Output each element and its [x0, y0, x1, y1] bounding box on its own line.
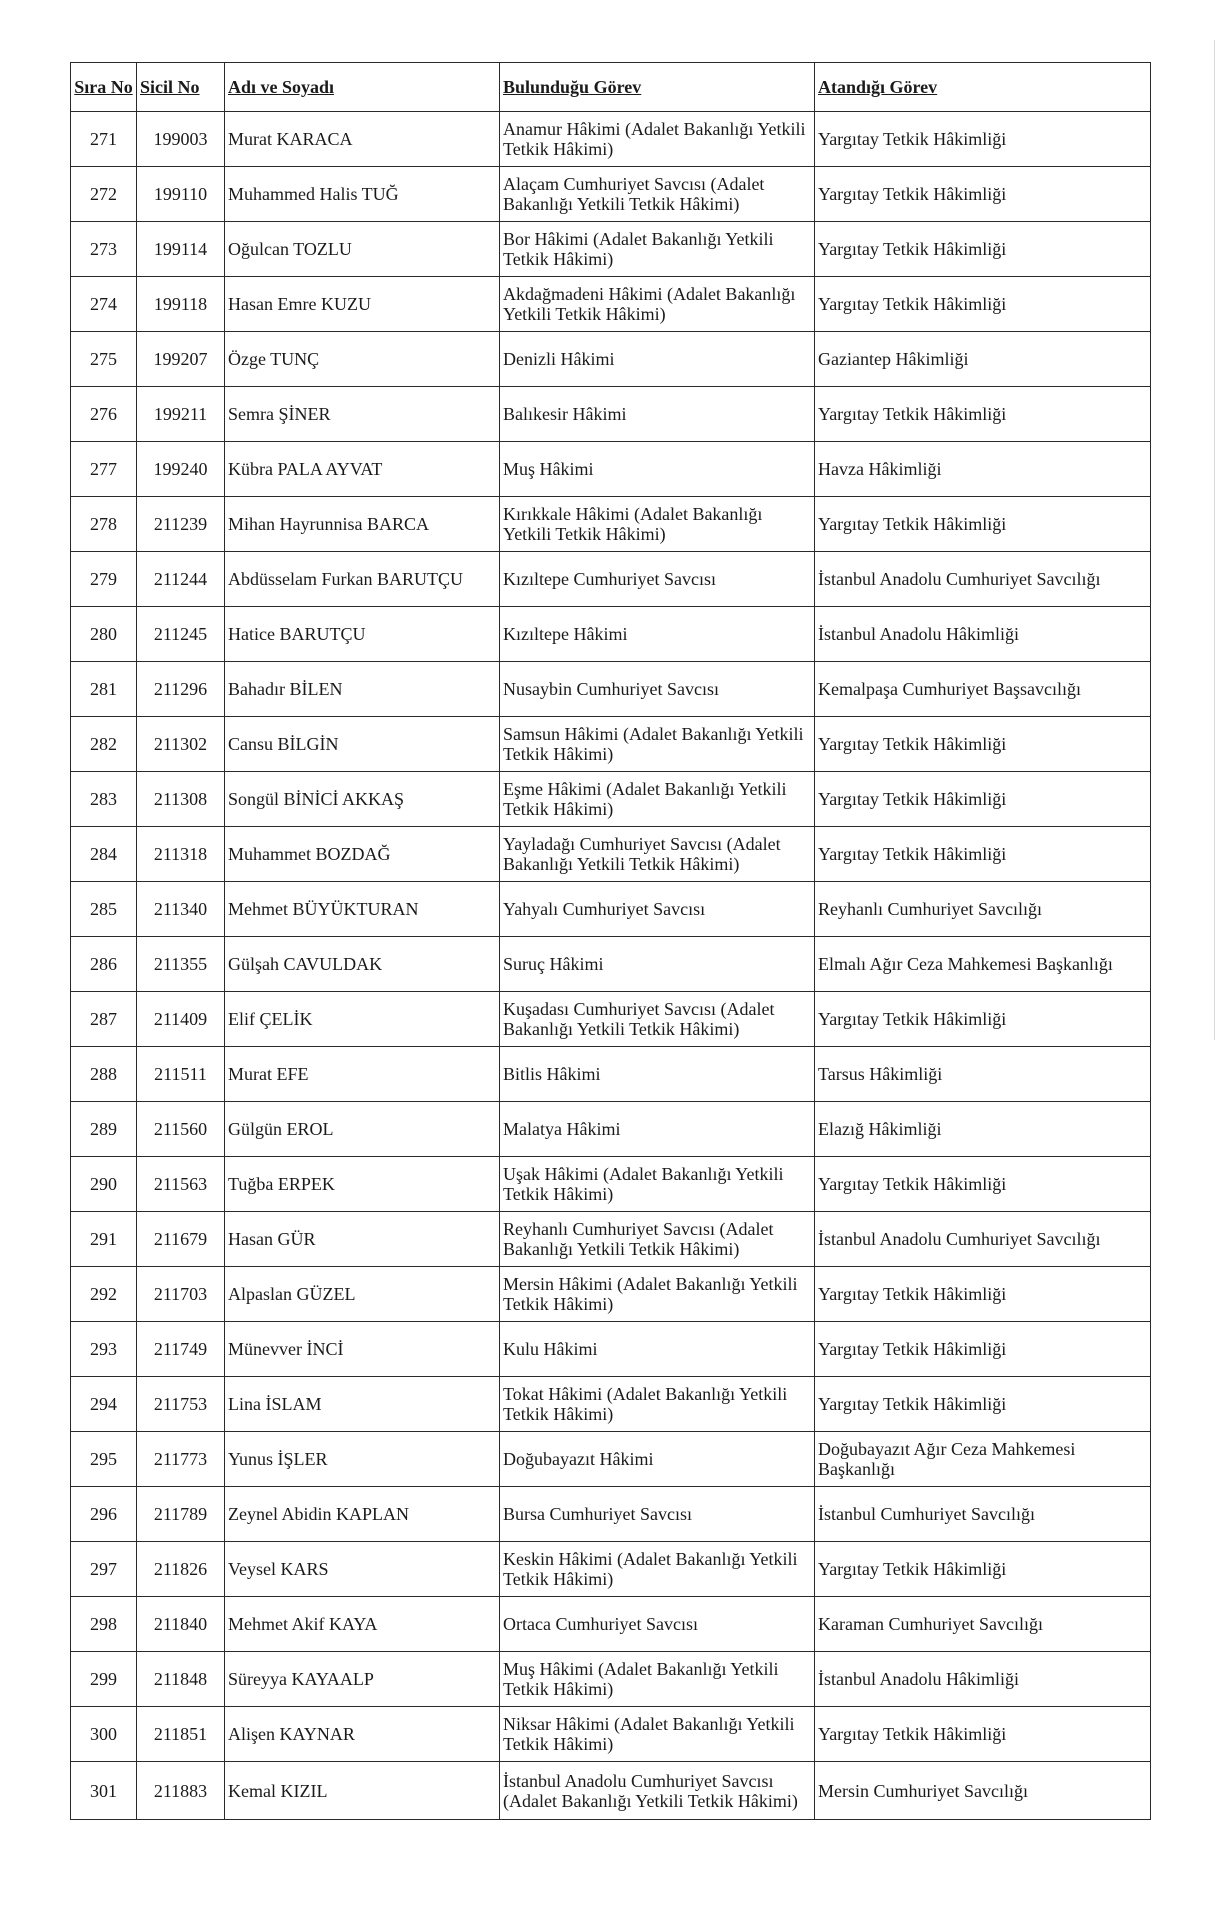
cell-bulundugu-gorev: Kızıltepe Cumhuriyet Savcısı — [500, 552, 815, 607]
cell-bulundugu-gorev: Kulu Hâkimi — [500, 1322, 815, 1377]
cell-sicil-no: 211239 — [137, 497, 225, 552]
cell-sira-no: 272 — [71, 167, 137, 222]
cell-adi-soyadi: Songül BİNİCİ AKKAŞ — [225, 772, 500, 827]
cell-sicil-no: 211308 — [137, 772, 225, 827]
cell-atandigi-gorev: Elazığ Hâkimliği — [815, 1102, 1151, 1157]
cell-sicil-no: 211563 — [137, 1157, 225, 1212]
table-row — [71, 1652, 1151, 1707]
cell-adi-soyadi: Kübra PALA AYVAT — [225, 442, 500, 497]
cell-sicil-no: 211409 — [137, 992, 225, 1047]
cell-atandigi-gorev: İstanbul Anadolu Hâkimliği — [815, 607, 1151, 662]
cell-bulundugu-gorev: Bursa Cumhuriyet Savcısı — [500, 1487, 815, 1542]
cell-atandigi-gorev: Tarsus Hâkimliği — [815, 1047, 1151, 1102]
cell-sira-no: 296 — [71, 1487, 137, 1542]
cell-atandigi-gorev: Yargıtay Tetkik Hâkimliği — [815, 112, 1151, 167]
cell-sira-no: 301 — [71, 1762, 137, 1820]
table-row — [71, 1212, 1151, 1267]
cell-sicil-no: 211302 — [137, 717, 225, 772]
cell-bulundugu-gorev: Muş Hâkimi — [500, 442, 815, 497]
cell-adi-soyadi: Abdüsselam Furkan BARUTÇU — [225, 552, 500, 607]
cell-bulundugu-gorev: Ortaca Cumhuriyet Savcısı — [500, 1597, 815, 1652]
cell-atandigi-gorev: Yargıtay Tetkik Hâkimliği — [815, 1322, 1151, 1377]
table-row — [71, 1267, 1151, 1322]
cell-bulundugu-gorev: İstanbul Anadolu Cumhuriyet Savcısı (Adalet Bakanlığı Yetkili Tetkik Hâkimi) — [500, 1762, 815, 1820]
cell-sicil-no: 211296 — [137, 662, 225, 717]
cell-sicil-no: 211840 — [137, 1597, 225, 1652]
table-row — [71, 882, 1151, 937]
table-row — [71, 992, 1151, 1047]
scan-margin-mark — [1214, 40, 1215, 1040]
cell-adi-soyadi: Tuğba ERPEK — [225, 1157, 500, 1212]
cell-sicil-no: 199003 — [137, 112, 225, 167]
cell-atandigi-gorev: Yargıtay Tetkik Hâkimliği — [815, 992, 1151, 1047]
cell-atandigi-gorev: Yargıtay Tetkik Hâkimliği — [815, 387, 1151, 442]
cell-adi-soyadi: Veysel KARS — [225, 1542, 500, 1597]
table-row — [71, 1542, 1151, 1597]
table-row — [71, 662, 1151, 717]
cell-sira-no: 278 — [71, 497, 137, 552]
cell-atandigi-gorev: Yargıtay Tetkik Hâkimliği — [815, 497, 1151, 552]
cell-bulundugu-gorev: Kızıltepe Hâkimi — [500, 607, 815, 662]
cell-sira-no: 293 — [71, 1322, 137, 1377]
table-row — [71, 222, 1151, 277]
cell-adi-soyadi: Yunus İŞLER — [225, 1432, 500, 1487]
cell-adi-soyadi: Mehmet Akif KAYA — [225, 1597, 500, 1652]
cell-atandigi-gorev: İstanbul Cumhuriyet Savcılığı — [815, 1487, 1151, 1542]
cell-sicil-no: 211511 — [137, 1047, 225, 1102]
cell-atandigi-gorev: Yargıtay Tetkik Hâkimliği — [815, 1542, 1151, 1597]
header-sira-no: Sıra No — [71, 63, 137, 112]
cell-sicil-no: 199110 — [137, 167, 225, 222]
cell-bulundugu-gorev: Suruç Hâkimi — [500, 937, 815, 992]
cell-bulundugu-gorev: Malatya Hâkimi — [500, 1102, 815, 1157]
cell-bulundugu-gorev: Niksar Hâkimi (Adalet Bakanlığı Yetkili Tetkik Hâkimi) — [500, 1707, 815, 1762]
cell-sicil-no: 199240 — [137, 442, 225, 497]
cell-atandigi-gorev: Yargıtay Tetkik Hâkimliği — [815, 1707, 1151, 1762]
cell-sicil-no: 199211 — [137, 387, 225, 442]
cell-bulundugu-gorev: Yahyalı Cumhuriyet Savcısı — [500, 882, 815, 937]
cell-atandigi-gorev: Kemalpaşa Cumhuriyet Başsavcılığı — [815, 662, 1151, 717]
cell-sicil-no: 211753 — [137, 1377, 225, 1432]
table-row — [71, 332, 1151, 387]
cell-atandigi-gorev: Yargıtay Tetkik Hâkimliği — [815, 1267, 1151, 1322]
cell-adi-soyadi: Münevver İNCİ — [225, 1322, 500, 1377]
cell-sira-no: 294 — [71, 1377, 137, 1432]
cell-sira-no: 285 — [71, 882, 137, 937]
cell-sira-no: 298 — [71, 1597, 137, 1652]
table-row — [71, 167, 1151, 222]
cell-sicil-no: 211355 — [137, 937, 225, 992]
cell-bulundugu-gorev: Keskin Hâkimi (Adalet Bakanlığı Yetkili Tetkik Hâkimi) — [500, 1542, 815, 1597]
cell-atandigi-gorev: Mersin Cumhuriyet Savcılığı — [815, 1762, 1151, 1820]
cell-adi-soyadi: Hatice BARUTÇU — [225, 607, 500, 662]
cell-sira-no: 271 — [71, 112, 137, 167]
cell-adi-soyadi: Hasan Emre KUZU — [225, 277, 500, 332]
appointment-table — [70, 62, 1151, 1820]
cell-sira-no: 299 — [71, 1652, 137, 1707]
header-atandigi-gorev: Atandığı Görev — [815, 63, 1151, 112]
cell-sicil-no: 211789 — [137, 1487, 225, 1542]
cell-atandigi-gorev: Yargıtay Tetkik Hâkimliği — [815, 277, 1151, 332]
cell-sicil-no: 211773 — [137, 1432, 225, 1487]
cell-adi-soyadi: Zeynel Abidin KAPLAN — [225, 1487, 500, 1542]
cell-sira-no: 297 — [71, 1542, 137, 1597]
table-row — [71, 1597, 1151, 1652]
cell-sira-no: 277 — [71, 442, 137, 497]
header-sicil-no: Sicil No — [137, 63, 225, 112]
cell-bulundugu-gorev: Bitlis Hâkimi — [500, 1047, 815, 1102]
cell-bulundugu-gorev: Bor Hâkimi (Adalet Bakanlığı Yetkili Tetkik Hâkimi) — [500, 222, 815, 277]
cell-sira-no: 283 — [71, 772, 137, 827]
cell-bulundugu-gorev: Denizli Hâkimi — [500, 332, 815, 387]
cell-adi-soyadi: Murat KARACA — [225, 112, 500, 167]
cell-bulundugu-gorev: Samsun Hâkimi (Adalet Bakanlığı Yetkili Tetkik Hâkimi) — [500, 717, 815, 772]
cell-bulundugu-gorev: Kırıkkale Hâkimi (Adalet Bakanlığı Yetkili Tetkik Hâkimi) — [500, 497, 815, 552]
cell-sira-no: 288 — [71, 1047, 137, 1102]
table-row — [71, 1102, 1151, 1157]
table-row — [71, 772, 1151, 827]
cell-adi-soyadi: Hasan GÜR — [225, 1212, 500, 1267]
table-row — [71, 1047, 1151, 1102]
cell-sicil-no: 211749 — [137, 1322, 225, 1377]
table-row — [71, 1377, 1151, 1432]
cell-sicil-no: 211340 — [137, 882, 225, 937]
cell-adi-soyadi: Kemal KIZIL — [225, 1762, 500, 1820]
cell-adi-soyadi: Mehmet BÜYÜKTURAN — [225, 882, 500, 937]
table-row — [71, 607, 1151, 662]
cell-adi-soyadi: Alişen KAYNAR — [225, 1707, 500, 1762]
cell-sira-no: 276 — [71, 387, 137, 442]
cell-atandigi-gorev: İstanbul Anadolu Hâkimliği — [815, 1652, 1151, 1707]
cell-adi-soyadi: Gülşah CAVULDAK — [225, 937, 500, 992]
cell-adi-soyadi: Murat EFE — [225, 1047, 500, 1102]
cell-atandigi-gorev: Yargıtay Tetkik Hâkimliği — [815, 167, 1151, 222]
cell-sicil-no: 211560 — [137, 1102, 225, 1157]
header-adi-soyadi: Adı ve Soyadı — [225, 63, 500, 112]
cell-bulundugu-gorev: Muş Hâkimi (Adalet Bakanlığı Yetkili Tetkik Hâkimi) — [500, 1652, 815, 1707]
cell-sira-no: 289 — [71, 1102, 137, 1157]
cell-bulundugu-gorev: Balıkesir Hâkimi — [500, 387, 815, 442]
cell-adi-soyadi: Alpaslan GÜZEL — [225, 1267, 500, 1322]
cell-adi-soyadi: Muhammed Halis TUĞ — [225, 167, 500, 222]
cell-bulundugu-gorev: Doğubayazıt Hâkimi — [500, 1432, 815, 1487]
cell-sira-no: 287 — [71, 992, 137, 1047]
cell-sira-no: 280 — [71, 607, 137, 662]
cell-adi-soyadi: Muhammet BOZDAĞ — [225, 827, 500, 882]
cell-sicil-no: 211244 — [137, 552, 225, 607]
cell-atandigi-gorev: Havza Hâkimliği — [815, 442, 1151, 497]
table-row — [71, 1157, 1151, 1212]
cell-adi-soyadi: Bahadır BİLEN — [225, 662, 500, 717]
cell-atandigi-gorev: Yargıtay Tetkik Hâkimliği — [815, 772, 1151, 827]
cell-sicil-no: 211703 — [137, 1267, 225, 1322]
cell-sira-no: 274 — [71, 277, 137, 332]
cell-sicil-no: 211883 — [137, 1762, 225, 1820]
table-row — [71, 1322, 1151, 1377]
table-row — [71, 937, 1151, 992]
cell-sira-no: 281 — [71, 662, 137, 717]
cell-sira-no: 300 — [71, 1707, 137, 1762]
cell-sicil-no: 199118 — [137, 277, 225, 332]
cell-sicil-no: 211826 — [137, 1542, 225, 1597]
table-row — [71, 112, 1151, 167]
table-row — [71, 497, 1151, 552]
cell-sicil-no: 199114 — [137, 222, 225, 277]
cell-atandigi-gorev: Elmalı Ağır Ceza Mahkemesi Başkanlığı — [815, 937, 1151, 992]
cell-sira-no: 286 — [71, 937, 137, 992]
table-row — [71, 387, 1151, 442]
cell-adi-soyadi: Gülgün EROL — [225, 1102, 500, 1157]
cell-bulundugu-gorev: Nusaybin Cumhuriyet Savcısı — [500, 662, 815, 717]
cell-bulundugu-gorev: Reyhanlı Cumhuriyet Savcısı (Adalet Bakanlığı Yetkili Tetkik Hâkimi) — [500, 1212, 815, 1267]
cell-bulundugu-gorev: Eşme Hâkimi (Adalet Bakanlığı Yetkili Tetkik Hâkimi) — [500, 772, 815, 827]
cell-atandigi-gorev: İstanbul Anadolu Cumhuriyet Savcılığı — [815, 1212, 1151, 1267]
cell-atandigi-gorev: Gaziantep Hâkimliği — [815, 332, 1151, 387]
cell-sira-no: 295 — [71, 1432, 137, 1487]
cell-adi-soyadi: Semra ŞİNER — [225, 387, 500, 442]
cell-sicil-no: 211318 — [137, 827, 225, 882]
cell-sicil-no: 211245 — [137, 607, 225, 662]
cell-atandigi-gorev: İstanbul Anadolu Cumhuriyet Savcılığı — [815, 552, 1151, 607]
cell-bulundugu-gorev: Kuşadası Cumhuriyet Savcısı (Adalet Bakanlığı Yetkili Tetkik Hâkimi) — [500, 992, 815, 1047]
table-row — [71, 552, 1151, 607]
cell-sira-no: 284 — [71, 827, 137, 882]
cell-sicil-no: 211848 — [137, 1652, 225, 1707]
table-body — [71, 112, 1151, 1820]
cell-sira-no: 291 — [71, 1212, 137, 1267]
table-row — [71, 717, 1151, 772]
cell-sira-no: 290 — [71, 1157, 137, 1212]
table-row — [71, 827, 1151, 882]
cell-bulundugu-gorev: Yayladağı Cumhuriyet Savcısı (Adalet Bakanlığı Yetkili Tetkik Hâkimi) — [500, 827, 815, 882]
table-row — [71, 1487, 1151, 1542]
cell-bulundugu-gorev: Akdağmadeni Hâkimi (Adalet Bakanlığı Yetkili Tetkik Hâkimi) — [500, 277, 815, 332]
cell-atandigi-gorev: Yargıtay Tetkik Hâkimliği — [815, 717, 1151, 772]
cell-sira-no: 275 — [71, 332, 137, 387]
table-row — [71, 277, 1151, 332]
cell-sicil-no: 211679 — [137, 1212, 225, 1267]
cell-sicil-no: 199207 — [137, 332, 225, 387]
table-row — [71, 1432, 1151, 1487]
cell-adi-soyadi: Mihan Hayrunnisa BARCA — [225, 497, 500, 552]
table-row — [71, 442, 1151, 497]
cell-atandigi-gorev: Reyhanlı Cumhuriyet Savcılığı — [815, 882, 1151, 937]
cell-atandigi-gorev: Yargıtay Tetkik Hâkimliği — [815, 1377, 1151, 1432]
cell-atandigi-gorev: Yargıtay Tetkik Hâkimliği — [815, 827, 1151, 882]
cell-bulundugu-gorev: Mersin Hâkimi (Adalet Bakanlığı Yetkili Tetkik Hâkimi) — [500, 1267, 815, 1322]
table-row — [71, 1762, 1151, 1820]
cell-adi-soyadi: Süreyya KAYAALP — [225, 1652, 500, 1707]
cell-bulundugu-gorev: Uşak Hâkimi (Adalet Bakanlığı Yetkili Tetkik Hâkimi) — [500, 1157, 815, 1212]
cell-adi-soyadi: Elif ÇELİK — [225, 992, 500, 1047]
cell-adi-soyadi: Oğulcan TOZLU — [225, 222, 500, 277]
cell-sira-no: 292 — [71, 1267, 137, 1322]
cell-adi-soyadi: Özge TUNÇ — [225, 332, 500, 387]
cell-sira-no: 273 — [71, 222, 137, 277]
cell-atandigi-gorev: Yargıtay Tetkik Hâkimliği — [815, 222, 1151, 277]
cell-atandigi-gorev: Yargıtay Tetkik Hâkimliği — [815, 1157, 1151, 1212]
cell-bulundugu-gorev: Alaçam Cumhuriyet Savcısı (Adalet Bakanlığı Yetkili Tetkik Hâkimi) — [500, 167, 815, 222]
cell-atandigi-gorev: Doğubayazıt Ağır Ceza Mahkemesi Başkanlığı — [815, 1432, 1151, 1487]
cell-atandigi-gorev: Karaman Cumhuriyet Savcılığı — [815, 1597, 1151, 1652]
header-bulundugu-gorev: Bulunduğu Görev — [500, 63, 815, 112]
cell-adi-soyadi: Cansu BİLGİN — [225, 717, 500, 772]
table-row — [71, 1707, 1151, 1762]
cell-sicil-no: 211851 — [137, 1707, 225, 1762]
cell-sira-no: 279 — [71, 552, 137, 607]
cell-sira-no: 282 — [71, 717, 137, 772]
table-header-row — [71, 63, 1151, 112]
cell-bulundugu-gorev: Anamur Hâkimi (Adalet Bakanlığı Yetkili Tetkik Hâkimi) — [500, 112, 815, 167]
cell-adi-soyadi: Lina İSLAM — [225, 1377, 500, 1432]
cell-bulundugu-gorev: Tokat Hâkimi (Adalet Bakanlığı Yetkili Tetkik Hâkimi) — [500, 1377, 815, 1432]
